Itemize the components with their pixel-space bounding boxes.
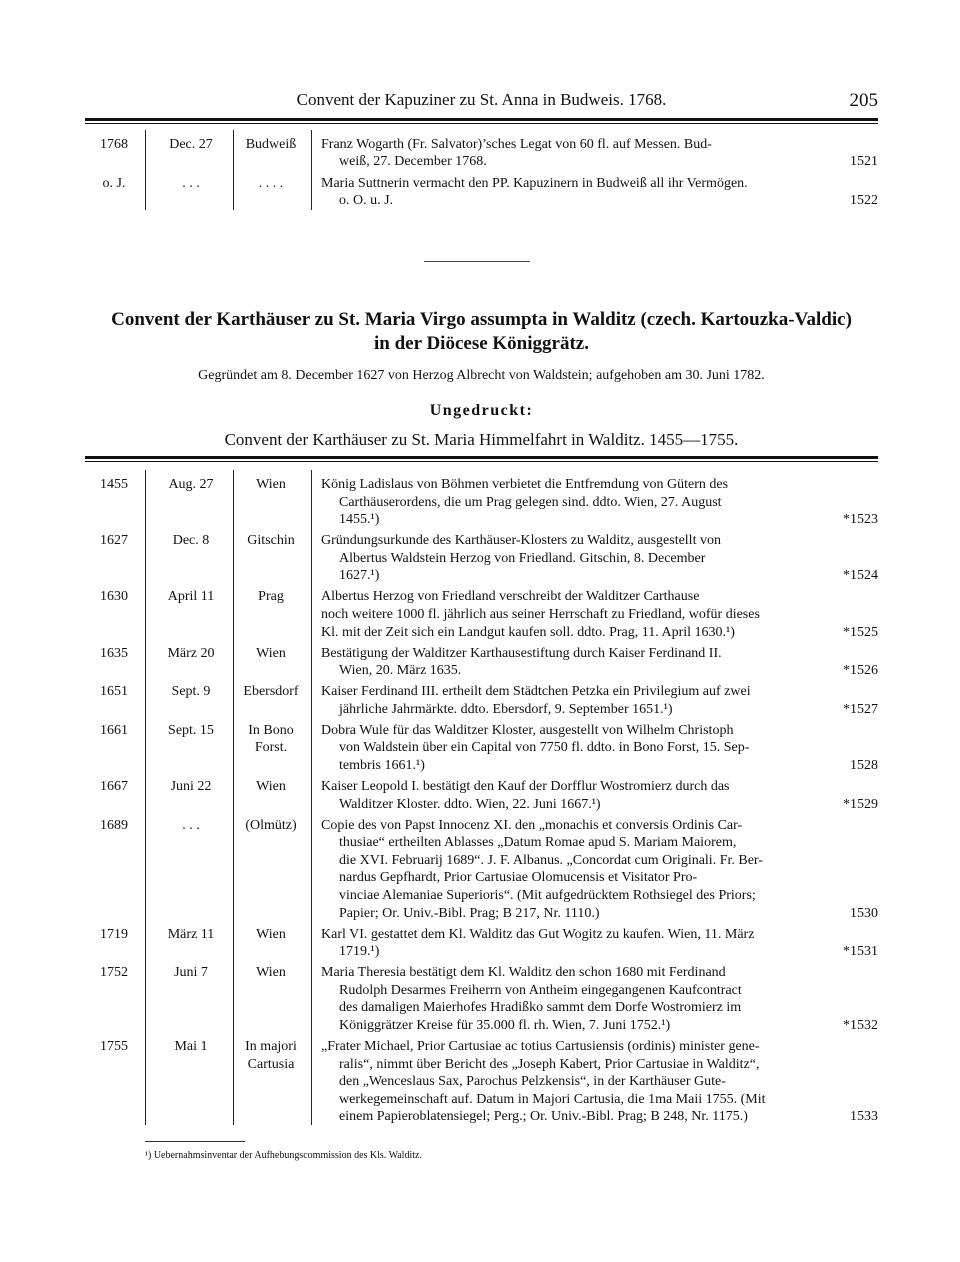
entry-place xyxy=(235,683,307,701)
table-row xyxy=(85,588,878,641)
entry-place-line: Prag xyxy=(258,589,284,605)
entry-text-line xyxy=(321,869,878,887)
entry-text-line xyxy=(321,701,878,719)
entry-place-line: Gitschin xyxy=(247,533,295,549)
entry-date: Sept. 9 xyxy=(171,684,211,700)
entry-number: 1533 xyxy=(850,1109,878,1125)
entry-date: . . . xyxy=(182,817,200,833)
entry-text-line xyxy=(321,494,878,512)
entry-number: *1524 xyxy=(843,568,878,584)
table-row xyxy=(85,175,878,209)
entry-place-line: Wien xyxy=(256,779,286,794)
entry-text xyxy=(321,476,878,529)
entry-place-line: Wien xyxy=(256,926,286,942)
entry-text-line xyxy=(321,476,878,494)
table-row xyxy=(85,817,878,923)
entry-text-line xyxy=(321,153,878,170)
entry-date: März 11 xyxy=(167,926,215,942)
entry-number: 1530 xyxy=(850,905,878,921)
entry-place-line: Wien xyxy=(256,477,286,492)
entry-place: . . . . xyxy=(258,176,284,191)
entry-text-content: Papier; Or. Univ.-Bibl. Prag; B 217, Nr. 1110.) xyxy=(339,905,600,921)
entry-number: 1528 xyxy=(850,757,878,773)
entry-year: 1455 xyxy=(100,477,128,492)
entry-text-line xyxy=(321,624,878,642)
column-divider xyxy=(311,130,312,210)
entry-place-line: Cartusia xyxy=(247,1056,295,1072)
entry-text-line xyxy=(321,192,878,209)
entry-date: Mai 1 xyxy=(174,1039,208,1054)
entry-text-line xyxy=(321,606,878,624)
entry-text-line xyxy=(321,1056,878,1074)
table-row xyxy=(85,926,878,961)
entry-year: 1719 xyxy=(100,926,128,942)
entry-year: 1627 xyxy=(100,533,128,549)
entry-place xyxy=(235,817,307,835)
column-divider xyxy=(233,470,234,1125)
entry-year: 1755 xyxy=(100,1039,128,1054)
entry-text-content: den „Wenceslaus Sax, Parochus Pelzkensis“, in der Karthäuser Gute- xyxy=(339,1074,726,1090)
section-title: Convent der Karthäuser zu St. Maria Virgo assumpta in Walditz (czech. Kartouzka-Valdic) xyxy=(111,309,852,330)
entry-text-content: Maria Theresia bestätigt dem Kl. Walditz den schon 1680 mit Ferdinand xyxy=(321,965,726,981)
entry-text xyxy=(321,136,878,170)
entry-date: . . . xyxy=(182,176,200,191)
entry-text-line xyxy=(321,964,878,982)
entry-text-line xyxy=(321,739,878,757)
entry-number: *1525 xyxy=(843,624,878,640)
entry-text xyxy=(321,778,878,813)
entry-text xyxy=(321,926,878,961)
entry-text xyxy=(321,683,878,718)
entry-text xyxy=(321,588,878,641)
entry-text xyxy=(321,645,878,680)
entry-date: März 20 xyxy=(167,645,215,661)
entry-text-content: König Ladislaus von Böhmen verbietet die Entfremdung von Gütern des xyxy=(321,477,729,492)
entry-text-content: Königgrätzer Kreise für 35.000 fl. rh. Wien, 7. Juni 1752.¹) xyxy=(339,1017,671,1033)
entry-year: 1752 xyxy=(100,965,128,981)
entry-place xyxy=(235,645,307,663)
entry-number: *1529 xyxy=(843,796,878,812)
entry-place-line: In Bono xyxy=(248,722,294,738)
entry-text-line xyxy=(321,662,878,680)
entry-text-line xyxy=(321,567,878,585)
entry-year: 1661 xyxy=(100,722,128,738)
entry-text-line xyxy=(321,532,878,550)
entry-text-content: tembris 1661.¹) xyxy=(339,757,425,773)
entry-text-content: Kaiser Leopold I. bestätigt den Kauf der Dorfflur Wostromierz durch das xyxy=(321,779,730,794)
table-row xyxy=(85,136,878,170)
column-divider xyxy=(311,470,312,1125)
entry-text-line xyxy=(321,1073,878,1091)
entry-date: Sept. 15 xyxy=(168,722,214,738)
entry-text-line xyxy=(321,588,878,606)
entry-year: 1635 xyxy=(100,645,128,661)
header-rule xyxy=(85,118,878,124)
entry-text-line xyxy=(321,757,878,775)
entry-text xyxy=(321,1038,878,1126)
entry-text-content: 1455.¹) xyxy=(339,512,380,528)
entry-text-content: 1719.¹) xyxy=(339,944,380,960)
entry-text-content: Karl VI. gestattet dem Kl. Walditz das Gut Wogitz zu kaufen. Wien, 11. März xyxy=(321,926,755,942)
entry-year: 1768 xyxy=(100,137,128,152)
entry-number: *1532 xyxy=(843,1017,878,1033)
entry-place-line: Wien xyxy=(256,645,286,661)
entry-date: Aug. 27 xyxy=(168,477,214,492)
entry-text-content: „Frater Michael, Prior Cartusiae ac totius Cartusiensis (ordinis) minister gene- xyxy=(321,1039,760,1054)
footnote-rule xyxy=(145,1141,245,1142)
entry-text-line xyxy=(321,943,878,961)
entry-place xyxy=(235,1038,307,1073)
entry-text-line xyxy=(321,683,878,701)
entry-place xyxy=(235,964,307,982)
entry-date: Juni 7 xyxy=(174,965,208,981)
entry-number: *1523 xyxy=(843,512,878,528)
entry-text-line xyxy=(321,817,878,835)
column-divider xyxy=(145,470,146,1125)
entry-text-content: Gründungsurkunde des Karthäuser-Klosters zu Walditz, ausgestellt von xyxy=(321,533,721,549)
entry-text-line xyxy=(321,905,878,923)
entry-text xyxy=(321,964,878,1034)
ungedruckt-heading: Ungedruckt: xyxy=(429,402,534,419)
entry-year: 1667 xyxy=(100,779,128,794)
entry-text-content: ralis“, nimmt über Bericht des „Joseph Kabert, Prior Cartusiae in Walditz“, xyxy=(339,1056,760,1072)
entry-text-content: von Waldstein über ein Capital von 7750 fl. ddto. in Bono Forst, 15. Sep- xyxy=(339,740,750,756)
entry-text-content: Copie des von Papst Innocenz XI. den „monachis et conversis Ordinis Car- xyxy=(321,817,743,833)
entry-text-content: Carthäuserordens, die um Prag gelegen sind. ddto. Wien, 27. August xyxy=(339,494,722,510)
page-number: 205 xyxy=(849,90,878,111)
entry-date: Juni 22 xyxy=(170,779,212,794)
entry-text-content: nardus Gepfhardt, Prior Cartusiae Olomucensis et Visitator Pro- xyxy=(339,870,698,886)
entry-place xyxy=(235,722,307,757)
entry-text-line xyxy=(321,1017,878,1035)
entry-place xyxy=(235,778,307,796)
entry-text-content: Dobra Wule für das Walditzer Kloster, ausgestellt von Wilhelm Christoph xyxy=(321,722,734,738)
entry-place-line: In majori xyxy=(245,1039,297,1054)
table-row xyxy=(85,722,878,775)
entry-text-content: 1627.¹) xyxy=(339,568,380,584)
entry-text-content: weiß, 27. December 1768. xyxy=(339,154,487,169)
entry-text-line xyxy=(321,645,878,663)
entry-text-line xyxy=(321,999,878,1017)
entry-text-content: Albertus Waldstein Herzog von Friedland. Gitschin, 8. December xyxy=(339,550,706,566)
entry-text-line xyxy=(321,834,878,852)
entry-text-content: einem Papieroblatensiegel; Perg.; Or. Univ.-Bibl. Prag; B 248, Nr. 1175.) xyxy=(339,1109,748,1125)
entry-text-content: vinciae Alemaniae Superioris“. (Mit aufgedrücktem Rothsiegel des Priors; xyxy=(339,887,756,903)
entry-text-line xyxy=(321,550,878,568)
entry-text-content: o. O. u. J. xyxy=(339,193,394,208)
entry-year: 1630 xyxy=(100,589,128,605)
entry-year: 1689 xyxy=(100,817,128,833)
entry-year: o. J. xyxy=(102,176,126,191)
entry-place xyxy=(235,588,307,606)
entry-number: *1526 xyxy=(843,663,878,679)
entry-text-content: jährliche Jahrmärkte. ddto. Ebersdorf, 9. September 1651.¹) xyxy=(339,701,673,717)
column-divider xyxy=(233,130,234,210)
footnote: ¹) Uebernahmsinventar der Aufhebungscommission des Kls. Walditz. xyxy=(145,1150,422,1161)
table-row xyxy=(85,532,878,585)
entry-year: 1651 xyxy=(100,684,128,700)
entry-text-content: des damaligen Maierhofes Hradißko sammt dem Dorfe Wostromierz im xyxy=(339,1000,742,1016)
entry-place xyxy=(235,476,307,494)
entry-text-line xyxy=(321,778,878,796)
entry-text-line xyxy=(321,136,878,153)
founding-note: Gegründet am 8. December 1627 von Herzog Albrecht von Waldstein; aufgehoben am 30. Juni 1782. xyxy=(198,368,765,383)
entry-text-content: Kaiser Ferdinand III. ertheilt dem Städtchen Petzka ein Privilegium auf zwei xyxy=(321,684,751,700)
table-row xyxy=(85,1038,878,1126)
table-row xyxy=(85,778,878,813)
entry-text-line xyxy=(321,1108,878,1126)
running-head-title: Convent der Kapuziner zu St. Anna in Budweis. 1768. xyxy=(296,90,667,109)
entry-text-line xyxy=(321,722,878,740)
entry-number: 1522 xyxy=(850,193,878,208)
entry-text-content: Rudolph Desarmes Freiherrn von Antheim eingegangenen Kaufcontract xyxy=(339,982,742,998)
entry-text-line xyxy=(321,887,878,905)
entry-text xyxy=(321,722,878,775)
running-head xyxy=(85,90,878,114)
entry-text-line xyxy=(321,852,878,870)
entry-text-content: Kl. mit der Zeit sich ein Landgut kaufen soll. ddto. Prag, 11. April 1630.¹) xyxy=(321,624,735,640)
entry-text-content: Maria Suttnerin vermacht den PP. Kapuzinern in Budweiß all ihr Vermögen. xyxy=(321,176,748,191)
entry-number: *1527 xyxy=(843,701,878,717)
table-row xyxy=(85,683,878,718)
entry-text-content: noch weitere 1000 fl. jährlich aus seiner Herrschaft zu Friedland, wofür dieses xyxy=(321,606,760,622)
entry-number: 1521 xyxy=(850,154,878,169)
entry-text-line xyxy=(321,982,878,1000)
entry-date: Dec. 8 xyxy=(172,533,210,549)
entry-place: Budweiß xyxy=(245,137,297,152)
section-title-line2: in der Diöcese Königgrätz. xyxy=(374,333,589,354)
table-row xyxy=(85,476,878,529)
entry-text-content: Wien, 20. März 1635. xyxy=(339,663,462,679)
entry-text-content: werkegemeinschaft auf. Datum in Majori Cartusia, die 1ma Maii 1755. (Mit xyxy=(339,1091,766,1107)
entry-place-line: Wien xyxy=(256,965,286,981)
entry-date: April 11 xyxy=(167,589,215,605)
entry-text xyxy=(321,817,878,923)
table-row xyxy=(85,964,878,1034)
entry-text-line xyxy=(321,511,878,529)
section-separator xyxy=(424,261,530,262)
entry-text-content: Albertus Herzog von Friedland verschreibt der Walditzer Carthause xyxy=(321,589,700,605)
entry-text-content: thusiae“ ertheilten Ablasses „Datum Romae apud S. Mariam Maiorem, xyxy=(339,835,737,851)
entry-text-line xyxy=(321,175,878,192)
entry-text-line xyxy=(321,1091,878,1109)
entry-text-line xyxy=(321,926,878,944)
entry-place-line: (Olmütz) xyxy=(245,817,297,833)
entry-place xyxy=(235,926,307,944)
entry-text-line xyxy=(321,796,878,814)
entry-text-content: die XVI. Februarij 1689“. J. F. Albanus. „Concordat cum Originali. Fr. Ber- xyxy=(339,852,763,868)
entry-text xyxy=(321,532,878,585)
entry-text-content: Franz Wogarth (Fr. Salvator)’sches Legat von 60 fl. auf Messen. Bud- xyxy=(321,137,712,152)
entry-number: *1531 xyxy=(843,944,878,960)
register-subheading: Convent der Karthäuser zu St. Maria Himmelfahrt in Walditz. 1455—1755. xyxy=(224,430,739,449)
entry-text xyxy=(321,175,878,209)
table-row xyxy=(85,645,878,680)
entry-place xyxy=(235,532,307,550)
entry-place-line: Forst. xyxy=(254,740,288,756)
entry-text-content: Walditzer Kloster. ddto. Wien, 22. Juni 1667.¹) xyxy=(339,796,601,812)
entry-date: Dec. 27 xyxy=(169,137,213,152)
entry-place-line: Ebersdorf xyxy=(243,684,299,700)
entry-text-line xyxy=(321,1038,878,1056)
entry-text-content: Bestätigung der Walditzer Karthausestiftung durch Kaiser Ferdinand II. xyxy=(321,645,722,661)
column-divider xyxy=(145,130,146,210)
main-table-rule xyxy=(85,456,878,462)
